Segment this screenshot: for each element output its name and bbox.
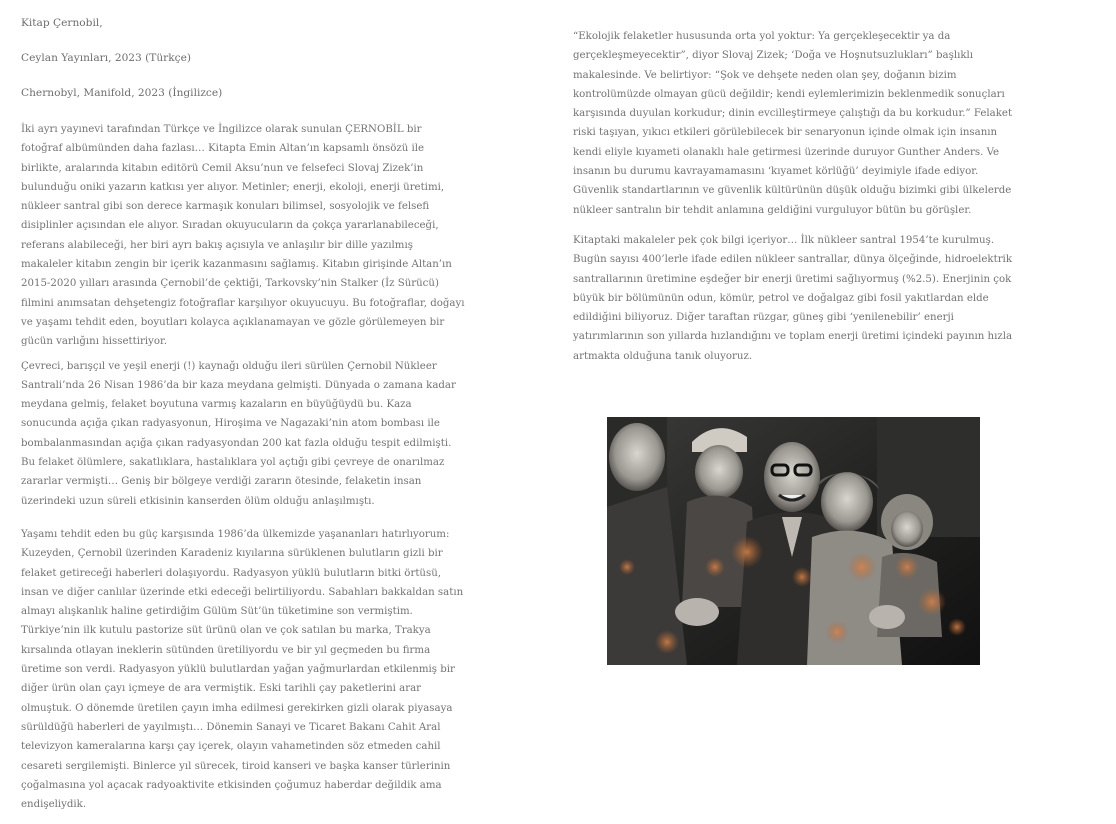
edition-turkish: Ceylan Yayınları, 2023 (Türkçe): [21, 52, 191, 64]
left-paragraph-3: Yaşamı tehdit eden bu güç karşısında 1986’da ülkemizde yaşananları hatırlıyorum: Kuzeyden, Çernobil üzerinden Karadeniz kıyılarına sürüklenen bulutların gizli bir felaket getireceği haberleri dolaşıyordu. Radyasyon yüklü bulutların bitki örtüsü, insan ve diğer canlılar üzerinde etki edeceği belirtiliyordu. Sabahları bakkaldan satın almayı alışkanlık haline getirdiğim Gülüm Süt’ün tüketimine son vermiştim. Türkiye’nin ilk kutulu pastorize süt ürünü olan ve çok satılan bu marka, Trakya kırsalında otlayan ineklerin sütünden üretiliyordu ve bir yıl geçmeden bu firma üretime son verdi. Radyasyon yüklü bulutlardan yağan yağmurlardan etkilenmiş bir diğer ürün olan çayı içmeye de ara vermiştik. Eski tarihli çay paketlerini arar olmuştuk. O dönemde üretilen çayın imha edilmesi gerekirken gizli olarak piyasaya sürüldüğü haberleri de yayılmıştı… Dönemin Sanayi ve Ticaret Bakanı Cahit Aral televizyon kameralarına karşı çay içerek, olayın vahametinden söz etmeden cahil cesareti sergilemişti. Binlerce yıl sürecek, tiroid kanseri ve başka kanser türlerinin çoğalmasına yol açacak radyoaktivite etkisinden çoğumuz haberdar değildik ama endişeliydik.: [21, 528, 464, 811]
right-paragraph-2: Kitaptaki makaleler pek çok bilgi içeriyor… İlk nükleer santral 1954’te kurulmuş. Bugün sayısı 400’lerle ifade edilen nükleer santrallar, dünya ölçeğinde, hidroelektrik santrallarının üretimine eşdeğer bir enerji üretimi sağlıyormuş (%2.5). Enerjinin çok büyük bir bölümünün odun, kömür, petrol ve doğalgaz gibi fosil yakıtlardan elde edildiğini biliyoruz. Diğer taraftan rüzgar, güneş gibi ‘yenilenebilir’ enerji yatırımlarının son yıllarda hızlandığını ve toplam enerji üretimi içindeki payının hızla artmakta olduğuna tanık oluyoruz.: [573, 234, 1013, 362]
edition-english: Chernobyl, Manifold, 2023 (İngilizce): [21, 87, 223, 99]
right-paragraph-1: “Ekolojik felaketler hususunda orta yol yoktur: Ya gerçekleşecektir ya da gerçekleşmeyecektir”, diyor Slovaj Zizek; ‘Doğa ve Hoşnutsuzlukları” başlıklı makalesinde. Ve belirtiyor: “Şok ve dehşete neden olan şey, doğanın bizim kontrolümüzde olmayan gücü değildir; kendi eylemlerimizin beklenmedik sonuçları karşısında duyulan korkudur; dinin evcilleştirmeye çalıştığı da bu korkudur.” Felaket riski taşıyan, yıkıcı etkileri görülebilecek bir senaryonun içinde olmak için insanın kendi eliyle kıyameti olanaklı hale getirmesi üzerinde duruyor Gunther Anders. Ve insanın bu durumu kavrayamamasını ‘kıyamet körlüğü’ deyimiyle ifade ediyor. Güvenlik standartlarının ve güvenlik kültürünün düşük olduğu bizimki gibi ülkelerde nükleer santralın bir tehdit anlamına geldiğini vurguluyor bütün bu görüşler.: [573, 31, 1013, 216]
family-photo-image: [607, 417, 980, 665]
right-column: [573, 27, 1018, 376]
book-title-line: Kitap Çernobil,: [21, 17, 103, 29]
left-paragraph-1: İki ayrı yayınevi tarafından Türkçe ve İngilizce olarak sunulan ÇERNOBİL bir fotoğraf albümünden daha fazlası… Kitapta Emin Altan’ın kapsamlı önsözü ile birlikte, aralarında kitabın editörü Cemil Aksu’nun ve felsefeci Slovaj Zizek’in bulunduğu oniki yazarın katkısı yer alıyor. Metinler; enerji, ekoloji, enerji üretimi, nükleer santral gibi son derece karmaşık konuları bilimsel, sosyolojik ve felsefi disiplinler açısından ele alıyor. Sıradan okuyucuların da çokça yararlanabileceği, referans alabileceği, her biri ayrı bakış açısıyla ve anlaşılır bir dille yazılmış makaleler kitabın zengin bir içerik kazanmasını sağlamış. Kitabın girişinde Altan’ın 2015-2020 yılları arasında Çernobil’de çektiği, Tarkovsky’nin Stalker (İz Sürücü) filmini anımsatan dehşetengiz fotoğraflar karşılıyor okuyucuyu. Bu fotoğraflar, doğayı ve yaşamı tehdit eden, boyutları kolayca açıklanamayan ve gözle görülemeyen bir gücün varlığını hissettiriyor.: [21, 124, 465, 348]
left-column: [21, 15, 466, 824]
left-paragraph-2: Çevreci, barışçıl ve yeşil enerji (!) kaynağı olduğu ileri sürülen Çernobil Nükleer Santrali’nda 26 Nisan 1986’da bir kaza meydana gelmişti. Dünyada o zamana kadar meydana gelmiş, felaket boyutuna varmış kazaların en büyüğüydü bu. Kaza sonucunda açığa çıkan radyasyonun, Hiroşima ve Nagazaki’nin atom bombası ile bombalanmasından açığa çıkan radyasyondan 200 kat fazla olduğu tespit edilmişti. Bu felaket ölümlere, sakatlıklara, hastalıklara yol açtığı gibi çevreye de onarılmaz zararlar vermişti… Geniş bir bölgeye verdiği zararın ötesinde, felaketin insan üzerindeki uzun süreli etkisinin kanserden ölüm olduğu anlaşılmıştı.: [21, 360, 456, 507]
family-photo-icon: [607, 417, 980, 665]
